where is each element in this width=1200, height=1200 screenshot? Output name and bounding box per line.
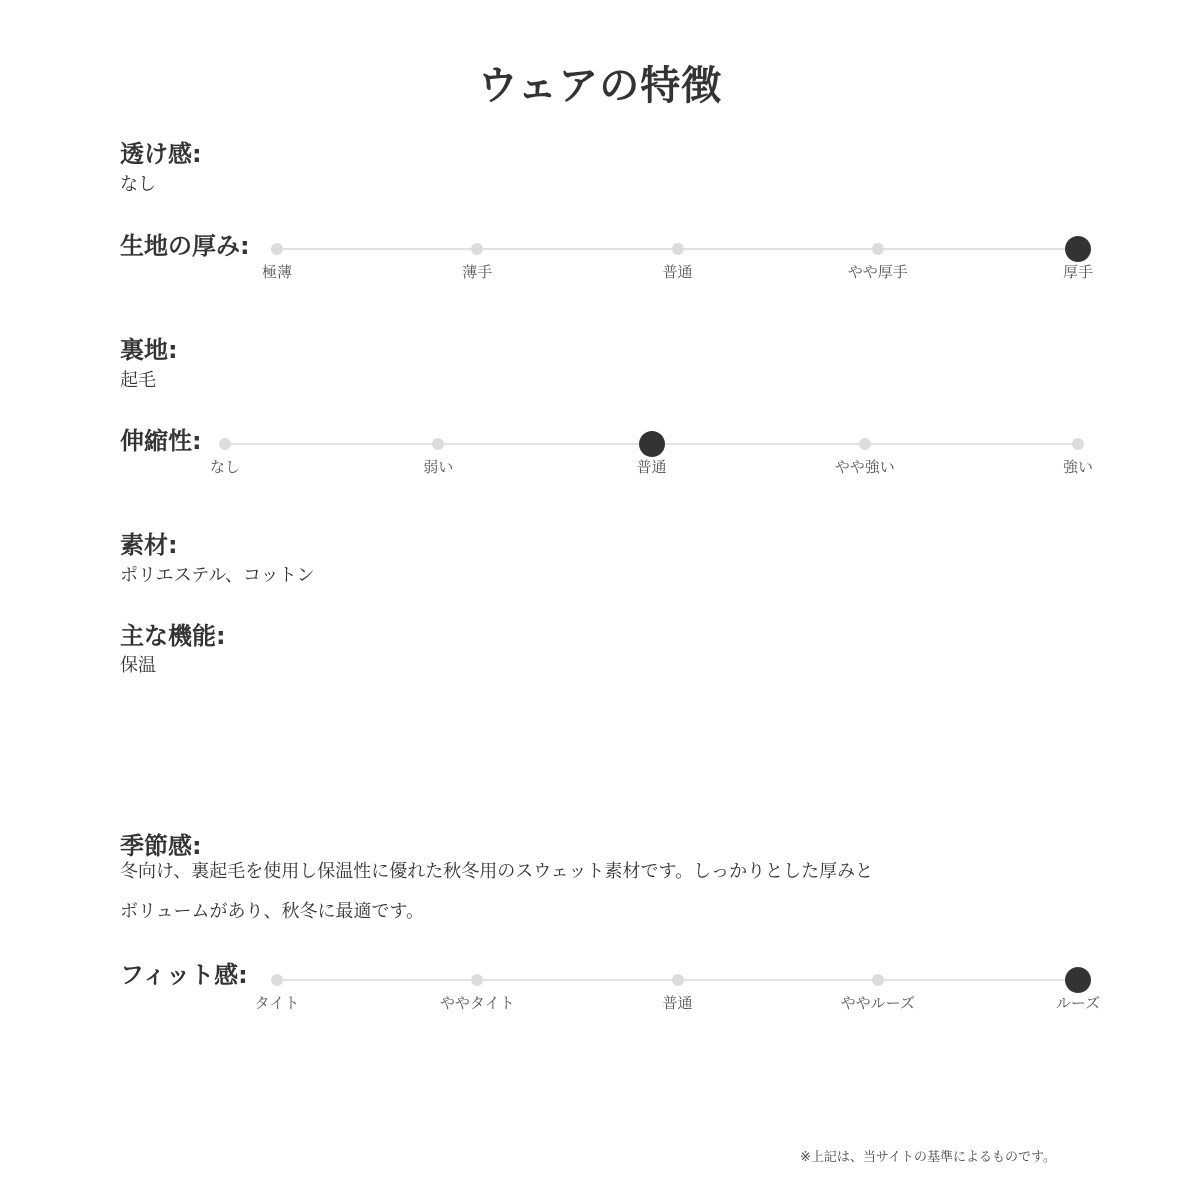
stretch-scale-label: なし — [209, 458, 240, 476]
thickness-scale-label: やや厚手 — [847, 263, 908, 281]
page-title: ウェアの特徴 — [477, 63, 723, 109]
thickness-scale-label: 薄手 — [462, 263, 493, 281]
transparency-value: なし — [120, 174, 156, 195]
thickness-selected-marker — [1065, 236, 1091, 262]
fit-scale-label: ややタイト — [439, 994, 515, 1012]
thickness-scale-label: 厚手 — [1062, 263, 1093, 281]
lining-value: 起毛 — [120, 370, 156, 391]
fit-label: フィット感: — [120, 961, 248, 989]
stretch-scale-label: 強い — [1062, 458, 1093, 476]
fit-selected-marker — [1065, 967, 1091, 993]
fit-scale — [254, 979, 1101, 1039]
fit-scale-dot — [471, 974, 483, 986]
fit-scale-label: ややルーズ — [840, 994, 915, 1012]
thickness-scale-dot — [872, 243, 884, 255]
fit-scale-label: ルーズ — [1055, 994, 1101, 1012]
function-value: 保温 — [120, 655, 156, 676]
material-value: ポリエステル、コットン — [120, 565, 315, 586]
lining-label: 裏地: — [120, 336, 178, 364]
fit-scale-dot — [271, 974, 283, 986]
fit-scale-dot — [672, 974, 684, 986]
stretch-label: 伸縮性: — [120, 427, 202, 455]
stretch-selected-marker — [639, 431, 665, 457]
thickness-scale-label: 普通 — [662, 263, 693, 281]
thickness-label: 生地の厚み: — [120, 232, 250, 260]
stretch-scale-dot — [1072, 438, 1084, 450]
fit-scale-label: タイト — [254, 994, 300, 1012]
thickness-scale-label: 極薄 — [261, 263, 292, 281]
thickness-scale-dot — [672, 243, 684, 255]
thickness-scale — [261, 248, 1093, 308]
stretch-scale-label: やや強い — [834, 458, 895, 476]
season-value: 冬向け、裏起毛を使用し保温性に優れた秋冬用のスウェット素材です。しっかりとした厚みとボリュームがあり、秋冬に最適です。 — [120, 861, 874, 922]
thickness-scale-dot — [471, 243, 483, 255]
stretch-scale-dot — [859, 438, 871, 450]
thickness-scale-dot — [271, 243, 283, 255]
fit-scale-dot — [872, 974, 884, 986]
stretch-scale-label: 弱い — [423, 458, 454, 476]
footnote: ※上記は、当サイトの基準によるものです。 — [800, 1150, 1056, 1165]
stretch-scale-dot — [219, 438, 231, 450]
transparency-label: 透け感: — [120, 140, 202, 168]
material-label: 素材: — [120, 531, 178, 559]
stretch-scale — [209, 443, 1093, 503]
season-label: 季節感: — [120, 832, 202, 860]
stretch-scale-label: 普通 — [636, 458, 667, 476]
fit-scale-label: 普通 — [662, 994, 693, 1012]
stretch-scale-dot — [432, 438, 444, 450]
function-label: 主な機能: — [120, 622, 226, 650]
